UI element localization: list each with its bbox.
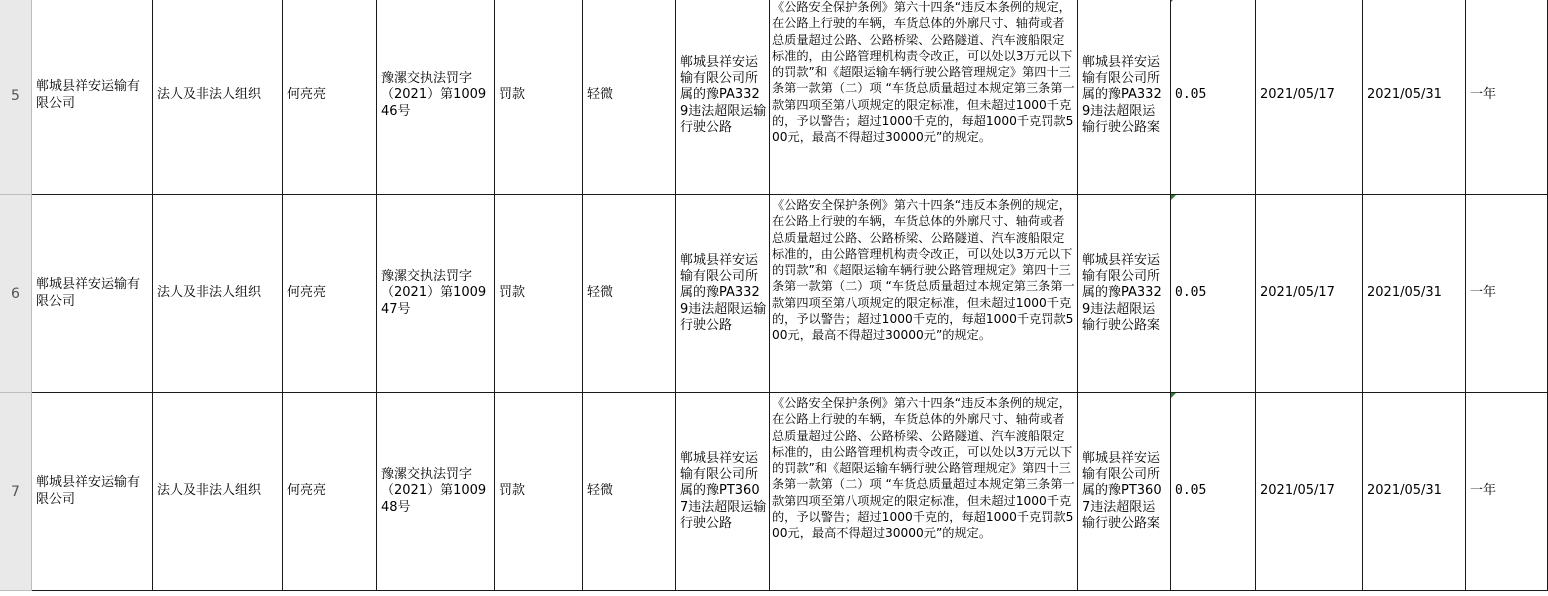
cell-company[interactable] [32,195,153,393]
cell-decision-date[interactable] [1256,0,1363,195]
cell-text: 豫漯交执法罚字（2021）第100948号 [381,467,487,515]
row-header[interactable]: 6 [0,195,32,393]
cell-violation[interactable] [676,195,770,393]
row-header[interactable]: 5 [0,0,32,195]
cell-doc-no[interactable] [377,0,495,195]
cell-text: 2021/05/17 [1260,87,1335,103]
cell-case[interactable] [1078,0,1171,195]
cell-amount[interactable] [1171,195,1256,393]
cell-text: 法人及非法人组织 [157,285,262,301]
cell-text: 法人及非法人组织 [157,483,262,499]
cell-text: 一年 [1470,483,1497,499]
cell-text: 郸城县祥安运输有限公司所属的豫PA3329违法超限运输行驶公路 [680,54,767,135]
cell-text: 一年 [1470,285,1497,301]
cell-text: 罚款 [499,87,526,103]
cell-valid-until[interactable] [1363,0,1466,195]
cell-text: 郸城县祥安运输有限公司所属的豫PA3329违法超限运输行驶公路案 [1082,252,1162,333]
cell-text: 2021/05/31 [1367,87,1442,103]
cell-text: 《公路安全保护条例》第六十四条“违反本条例的规定，在公路上行驶的车辆，车货总体的外廓尺寸、轴荷或者总质量超过公路、公路桥梁、公路隧道、汽车渡船限定标准的，由公路管理机构责令改正，可以处以3万元以下的罚款”和《超限运输车辆行驶公路管理规定》第四十三条第一款第（二）项 “车货总质量超过本规定第三条第一款第四项至第八项规定的限定标准，但未超过1000千克的，予以警告；超过1000千克的，每超1000千克罚款500元，最高不得超过30000元”的规定。 [772,396,1075,541]
cell-text: 豫漯交执法罚字（2021）第100946号 [381,71,487,119]
cell-text: 2021/05/17 [1260,285,1335,301]
cell-penalty-type[interactable] [495,195,583,393]
cell-text: 0.05 [1175,87,1207,103]
cell-text: 何亮亮 [287,285,327,301]
cell-text: 何亮亮 [287,87,327,103]
cell-entity-type[interactable] [153,0,283,195]
cell-text: 郸城县祥安运输有限公司 [36,277,141,309]
cell-text: 轻微 [587,483,614,499]
cell-company[interactable] [32,393,153,591]
cell-text: 2021/05/17 [1260,483,1335,499]
cell-decision-date[interactable] [1256,195,1363,393]
cell-text: 郸城县祥安运输有限公司 [36,475,141,507]
cell-valid-until[interactable] [1363,195,1466,393]
cell-severity[interactable] [583,0,676,195]
cell-severity[interactable] [583,195,676,393]
cell-valid-until[interactable] [1363,393,1466,591]
cell-amount[interactable] [1171,393,1256,591]
cell-doc-no[interactable] [377,195,495,393]
cell-text: 一年 [1470,87,1497,103]
cell-text: 0.05 [1175,285,1207,301]
cell-text: 郸城县祥安运输有限公司所属的豫PA3329违法超限运输行驶公路 [680,252,767,333]
cell-legal-rep[interactable] [283,393,377,591]
cell-text: 郸城县祥安运输有限公司所属的豫PT3607违法超限运输行驶公路 [680,450,767,531]
table-row [0,393,1548,591]
cell-case[interactable] [1078,195,1171,393]
table-row [0,0,1548,195]
cell-text: 豫漯交执法罚字（2021）第100947号 [381,269,487,317]
cell-text: 轻微 [587,285,614,301]
cell-text: 郸城县祥安运输有限公司所属的豫PT3607违法超限运输行驶公路案 [1082,450,1162,531]
cell-text: 轻微 [587,87,614,103]
cell-severity[interactable] [583,393,676,591]
row-header[interactable]: 7 [0,393,32,591]
cell-text: 0.05 [1175,483,1207,499]
cell-legal-basis[interactable] [770,393,1078,591]
cell-text: 郸城县祥安运输有限公司所属的豫PA3329违法超限运输行驶公路案 [1082,54,1162,135]
table-row [0,195,1548,393]
cell-text: 郸城县祥安运输有限公司 [36,79,141,111]
cell-doc-no[interactable] [377,393,495,591]
cell-legal-rep[interactable] [283,195,377,393]
cell-text: 2021/05/31 [1367,483,1442,499]
cell-decision-date[interactable] [1256,393,1363,591]
cell-text: 2021/05/31 [1367,285,1442,301]
cell-publicity-period[interactable] [1466,393,1548,591]
cell-penalty-type[interactable] [495,0,583,195]
cell-legal-rep[interactable] [283,0,377,195]
cell-text: 何亮亮 [287,483,327,499]
cell-case[interactable] [1078,393,1171,591]
cell-legal-basis[interactable] [770,0,1078,195]
cell-publicity-period[interactable] [1466,195,1548,393]
cell-text: 罚款 [499,285,526,301]
cell-legal-basis[interactable] [770,195,1078,393]
cell-entity-type[interactable] [153,195,283,393]
cell-violation[interactable] [676,0,770,195]
cell-penalty-type[interactable] [495,393,583,591]
cell-company[interactable] [32,0,153,195]
cell-text: 法人及非法人组织 [157,87,262,103]
cell-amount[interactable] [1171,0,1256,195]
cell-text: 罚款 [499,483,526,499]
cell-text: 《公路安全保护条例》第六十四条“违反本条例的规定，在公路上行驶的车辆，车货总体的外廓尺寸、轴荷或者总质量超过公路、公路桥梁、公路隧道、汽车渡船限定标准的，由公路管理机构责令改正，可以处以3万元以下的罚款”和《超限运输车辆行驶公路管理规定》第四十三条第一款第（二）项 “车货总质量超过本规定第三条第一款第四项至第八项规定的限定标准，但未超过1000千克的，予以警告；超过1000千克的，每超1000千克罚款500元，最高不得超过30000元”的规定。 [772,0,1075,145]
cell-publicity-period[interactable] [1466,0,1548,195]
cell-violation[interactable] [676,393,770,591]
cell-entity-type[interactable] [153,393,283,591]
cell-text: 《公路安全保护条例》第六十四条“违反本条例的规定，在公路上行驶的车辆，车货总体的外廓尺寸、轴荷或者总质量超过公路、公路桥梁、公路隧道、汽车渡船限定标准的，由公路管理机构责令改正，可以处以3万元以下的罚款”和《超限运输车辆行驶公路管理规定》第四十三条第一款第（二）项 “车货总质量超过本规定第三条第一款第四项至第八项规定的限定标准，但未超过1000千克的，予以警告；超过1000千克的，每超1000千克罚款500元，最高不得超过30000元”的规定。 [772,198,1075,343]
